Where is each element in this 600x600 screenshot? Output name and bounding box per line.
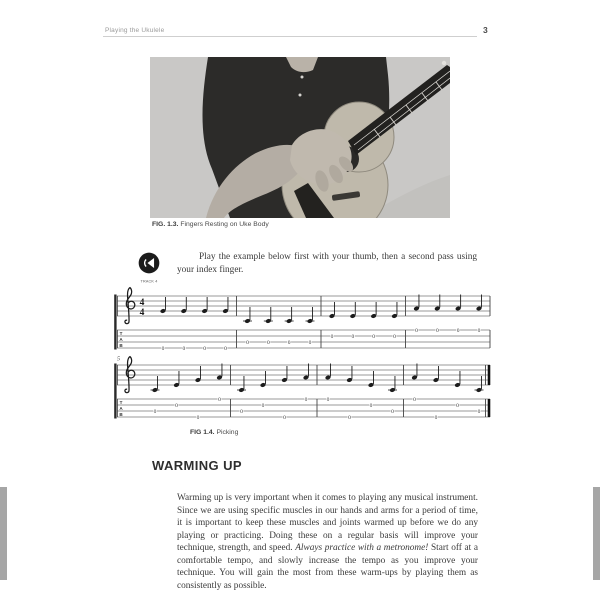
svg-text:T: T — [119, 400, 123, 405]
section-heading: WARMING UP — [152, 458, 242, 473]
audio-track-icon — [138, 252, 160, 274]
svg-text:0: 0 — [308, 340, 312, 346]
svg-text:0: 0 — [369, 403, 373, 409]
svg-text:0: 0 — [326, 397, 330, 403]
svg-text:0: 0 — [182, 346, 186, 352]
svg-text:0: 0 — [283, 415, 286, 421]
photo-button — [301, 76, 304, 79]
svg-text:0: 0 — [413, 397, 416, 403]
body-text-italic: Always practice with a metronome! — [295, 543, 429, 554]
svg-text:0: 0 — [348, 415, 351, 421]
svg-text:0: 0 — [477, 328, 481, 334]
svg-text:0: 0 — [391, 409, 394, 415]
svg-text:A: A — [119, 406, 123, 411]
page-edge-right — [593, 487, 600, 580]
svg-text:0: 0 — [196, 415, 200, 421]
svg-text:5: 5 — [117, 356, 120, 363]
photo-button — [299, 94, 302, 97]
svg-text:0: 0 — [203, 346, 207, 352]
figure-1-4-caption — [190, 429, 238, 436]
svg-text:0: 0 — [240, 409, 243, 415]
svg-text:0: 0 — [456, 403, 459, 409]
page-number: 3 — [483, 25, 488, 35]
svg-text:0: 0 — [224, 346, 227, 352]
svg-text:0: 0 — [477, 409, 481, 415]
svg-text:4: 4 — [139, 297, 145, 308]
intro-paragraph: Play the example below first with your thumb, then a second pass using your index finger. — [177, 252, 477, 276]
figure-1-4-label: FIG 1.4. — [190, 429, 215, 436]
svg-text:0: 0 — [456, 328, 460, 334]
svg-text:0: 0 — [351, 334, 355, 340]
track-label: TRACK 4 — [140, 280, 158, 284]
svg-text:0: 0 — [175, 403, 178, 409]
ukulele-photo — [150, 57, 450, 218]
photo-tuner-peg — [442, 61, 446, 65]
svg-text:0: 0 — [287, 340, 291, 346]
header-rule — [103, 36, 477, 37]
svg-text:0: 0 — [415, 328, 418, 334]
running-title: Playing the Ukulele — [105, 27, 165, 34]
svg-text:0: 0 — [246, 340, 249, 346]
svg-text:0: 0 — [161, 346, 165, 352]
figure-1-4-text: Picking — [214, 429, 239, 436]
page-edge-left — [0, 487, 7, 580]
section-body-paragraph — [177, 492, 478, 592]
svg-text:0: 0 — [218, 397, 221, 403]
svg-text:4: 4 — [139, 307, 145, 318]
body-text-1: Warming up is very important when it comes to playing any musical instrument. Since we are using specific muscles in our hands and arms for a period of time, it is important to keep these muscles and joints warmed up before we do any playing or practicing. Doing these on a regular basis will improve your technique, strength, and speed. — [177, 493, 478, 554]
svg-text:0: 0 — [435, 328, 439, 334]
svg-text:T: T — [119, 331, 123, 336]
svg-text:0: 0 — [372, 334, 376, 340]
svg-text:0: 0 — [266, 340, 270, 346]
music-system-1 — [114, 284, 492, 361]
svg-text:0: 0 — [261, 403, 265, 409]
svg-text:0: 0 — [434, 415, 438, 421]
svg-text:0: 0 — [393, 334, 396, 340]
figure-1-3-caption — [152, 221, 269, 228]
body-text-2: Start off at a comfortable tempo, and slowly increase the tempo as you improve your technique. You will gain the most from these warm-ups by playing them as consistently as possible. — [177, 543, 478, 591]
music-system-2 — [114, 353, 492, 430]
track-badge — [128, 252, 170, 286]
figure-1-3-text: Fingers Resting on Uke Body — [178, 221, 269, 228]
svg-text:B: B — [119, 343, 123, 348]
svg-text:0: 0 — [330, 334, 334, 340]
svg-text:0: 0 — [304, 397, 308, 403]
figure-1-3-label: FIG. 1.3. — [152, 221, 179, 228]
svg-text:A: A — [119, 337, 123, 342]
svg-text:B: B — [119, 412, 123, 417]
svg-text:0: 0 — [153, 409, 157, 415]
